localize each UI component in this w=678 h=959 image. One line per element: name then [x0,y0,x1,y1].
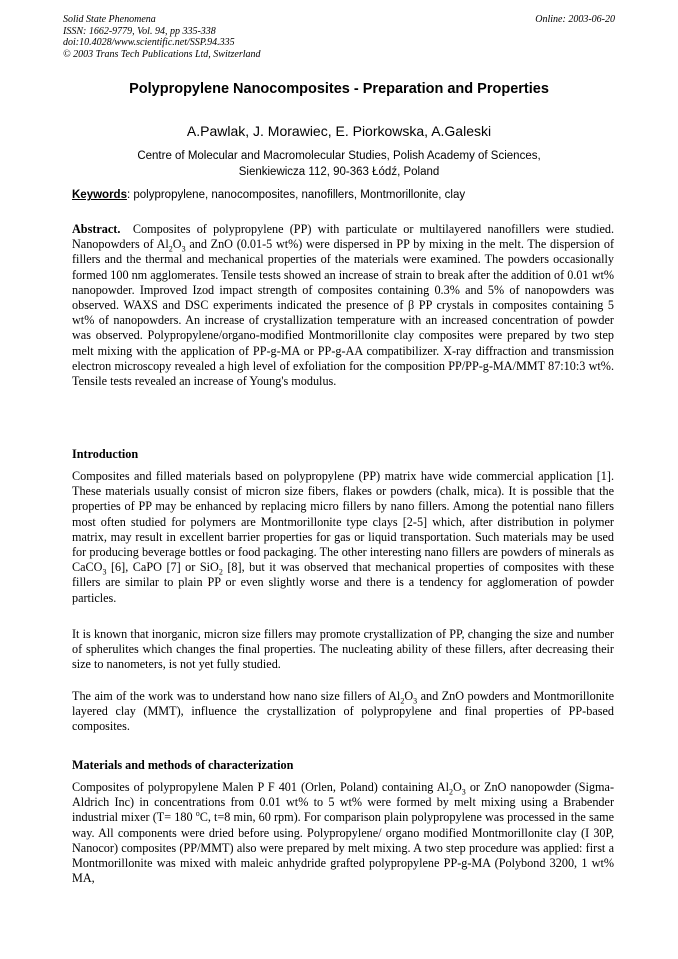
introduction-heading: Introduction [72,447,139,461]
author-list: A.Pawlak, J. Morawiec, E. Piorkowska, A.Galeski [186,123,492,139]
issn-line: ISSN: 1662-9779, Vol. 94, pp 335-338 [63,25,216,37]
abstract-label: Abstract. [72,222,121,236]
affiliation-line-2: Sienkiewicza 112, 90-363 Łódź, Poland [238,166,440,178]
intro-paragraph-1: Composites and filled materials based on polypropylene (PP) matrix have wide commercial application [1]. These materials usually consist of micron size fibers, flakes or powders (chalk, mica). It is possible that the properties of PP may be enhanced by replacing micro fillers by nano fillers. Among the potential nano fillers most often studied for polymers are Montmorillonite type clays [2-5] which, after distribution in polymer matrix, may result in excellent barrier properties for gas or liquid transportation. Such materials may be used for producing beverage bottles or food packaging. The other interesting nano fillers are powders of minerals as CaCO$_3$ [6], CaPO [7] or SiO$_2$ [8], but it was observed that mechanical properties of composites with these fillers are similar to plain PP or even slightly worse and there is a tendency for agglomeration of powder particles. [72,469,614,605]
journal-name: Solid State Phenomena [63,14,156,25]
abstract-paragraph: Abstract. Composites of polypropylene (PP) with particulate or multilayered nanofillers were studied. Nanopowders of $Al_2O_3$ and ZnO (0.01-5 wt%) were dispersed in PP by mixing in the melt. The dispersion of fillers and the thermal and mechanical properties of the materials were examined. The powders occasionally formed 100 nm agglomerates. Tensile tests showed an increase of strain to break after the addition of 0.01 wt% nanopowder. Improved Izod impact strength of composites containing 0.3% and 5% of nanopowders was observed. WAXS and DSC experiments indicated the presence of β PP crystals in composites containing 5 wt% of nanopowders. An increase of crystallization temperature with an increased concentration of powder was observed. Polypropylene/organo-modified Montmorillonite clay composites were prepared by two step melt mixing with the application of PP-g-MA or PP-g-AA compatibilizer. X-ray diffraction and transmission electron microscopy revealed a high level of exfoliation for the composition PP/PP-g-MA/MMT 87:10:3 wt%. Tensile tests revealed an increase of Young's modulus. [72,222,615,389]
intro-paragraph-2: It is known that inorganic, micron size fillers may promote crystallization of PP, changing the size and number of spherulites which changes the final properties. The nucleating ability of these fillers, after decreasing their size to nanometers, is not yet fully studied. [72,627,614,672]
intro-paragraph-3: The aim of the work was to understand how nano size fillers of $Al_2O_3$ and ZnO powders and Montmorillonite layered clay (MMT), influence the crystallization of polypropylene and final properties of PP-based composites. [72,689,614,734]
paper-title: Polypropylene Nanocomposites - Preparation and Properties [129,81,549,97]
materials-heading: Materials and methods of characterization [72,758,294,772]
online-date: Online: 2003-06-20 [535,14,615,25]
keywords: Keywords: polypropylene, nanocomposites, nanofillers, Montmorillonite, clay [72,189,466,201]
doi-line: doi:10.4028/www.scientific.net/SSP.94.335 [63,37,235,48]
materials-paragraph: Composites of polypropylene Malen P F 401 (Orlen, Poland) containing $Al_2O_3$ or ZnO nanopowder (Sigma-Aldrich Inc) in concentrations from 0.01 wt% to 5 wt% were formed by melt mixing using a Brabender industrial mixer (T= 180 $^o$C, t=8 min, 60 rpm). For comparison plain polypropylene was processed in the same way. All components were dried before using. Polypropylene/ organo modified Montmorillonite clay (I 30P, Nanocor) composites (PP/MMT) also were prepared by melt mixing. A two step procedure was applied: first a Montmorillonite was mixed with maleic anhydride grafted polypropylene PP-g-MA (Polybond 3200, 1 wt% MA, [72,780,614,886]
affiliation-line-1: Centre of Molecular and Macromolecular Studies, Polish Academy of Sciences, [137,150,541,162]
keywords-text: polypropylene, nanocomposites, nanofillers, Montmorillonite, clay [133,189,466,201]
affiliation [90,148,588,180]
keywords-label: Keywords [72,189,127,201]
copyright-line: © 2003 Trans Tech Publications Ltd, Switzerland [63,48,261,60]
journal-header [63,14,261,60]
